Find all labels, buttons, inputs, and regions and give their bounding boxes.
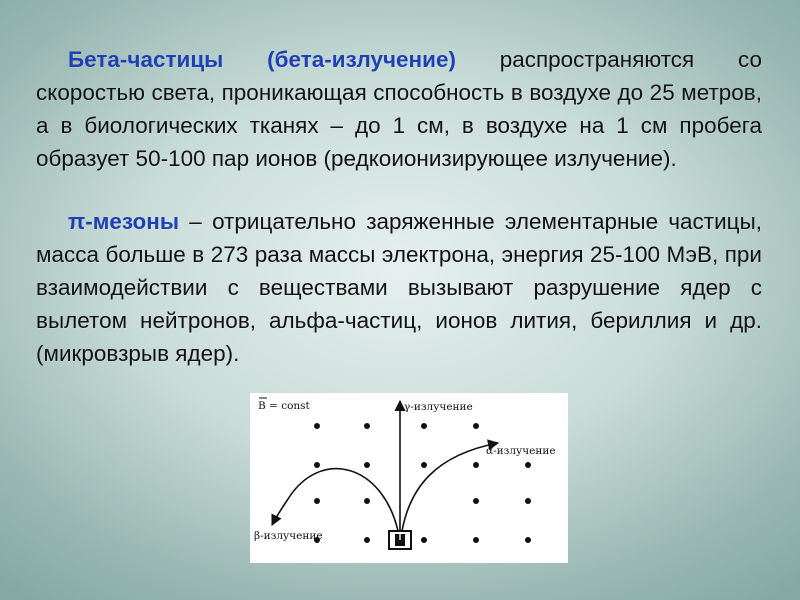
- paragraph-beta: [36, 43, 762, 175]
- beta-ray-path: [272, 469, 398, 531]
- term-pi-mesons: π-мезоны: [68, 209, 180, 234]
- beta-label: β-излучение: [254, 530, 323, 542]
- radiation-deflection-diagram: [250, 393, 568, 563]
- alpha-ray-path: [402, 443, 498, 531]
- radiation-source: [389, 531, 411, 549]
- paragraph-pi-mesons: [36, 205, 762, 370]
- gamma-label: γ-излучение: [404, 401, 473, 413]
- alpha-label: α-излучение: [486, 445, 556, 457]
- paragraph-beta-text: распространяются со скоростью света, проникающая способность в воздухе до 25 метров, а в биологических тканях – до 1 см, в воздухе на 1 см пробега образует 50-100 пар ионов (редкоионизирующее излучение).: [36, 47, 762, 171]
- paragraph-pi-mesons-text: – отрицательно заряженные элементарные частицы, масса больше в 273 раза массы электрона, энергия 25-100 МэВ, при взаимодействии с веществами вызывают разрушение ядер с вылетом нейтронов, альфа-частиц, ионов лития, бериллия и др. (микровзрыв ядер).: [36, 209, 762, 366]
- field-label: B = const: [258, 400, 310, 412]
- diagram-svg: [250, 393, 568, 563]
- term-beta-particles: Бета-частицы (бета-излучение): [68, 47, 456, 72]
